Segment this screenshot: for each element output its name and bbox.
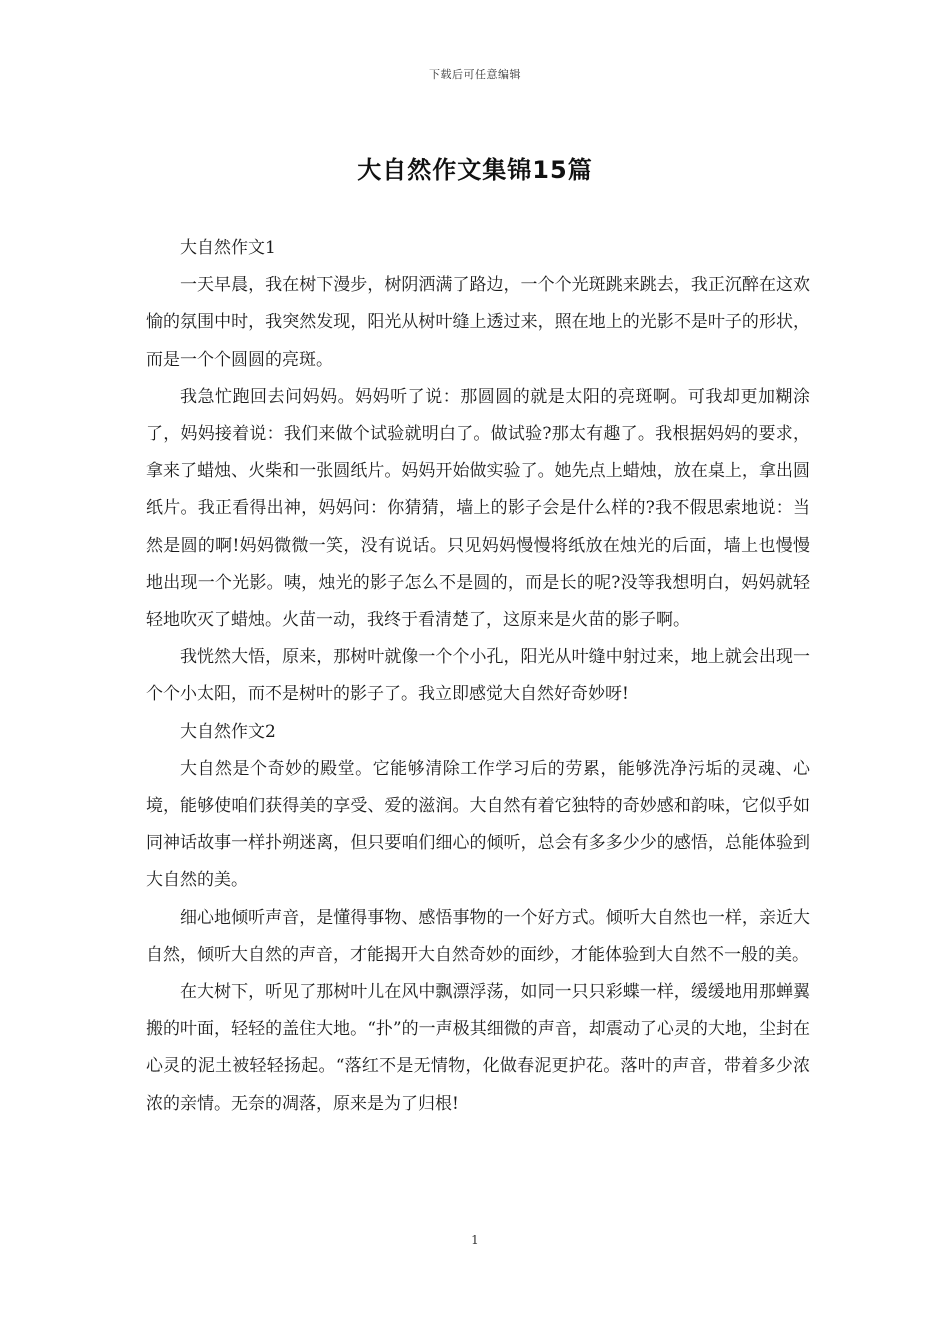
paragraph: 一天早晨，我在树下漫步，树阴洒满了路边，一个个光斑跳来跳去，我正沉醉在这欢愉的氛围中时，我突然发现，阳光从树叶缝上透过来，照在地上的光影不是叶子的形状，而是一个个圆圆的亮斑。: [146, 275, 810, 370]
document-title: 大自然作文集锦15篇: [357, 156, 593, 184]
paragraph: 细心地倾听声音，是懂得事物、感悟事物的一个好方式。倾听大自然也一样，亲近大自然，倾听大自然的声音，才能揭开大自然奇妙的面纱，才能体验到大自然不一般的美。: [146, 907, 810, 965]
paragraph: 我急忙跑回去问妈妈。妈妈听了说：那圆圆的就是太阳的亮斑啊。可我却更加糊涂了，妈妈接着说：我们来做个试验就明白了。做试验?那太有趣了。我根据妈妈的要求，拿来了蜡烛、火柴和一张圆纸片。妈妈开始做实验了。她先点上蜡烛，放在桌上，拿出圆纸片。我正看得出神，妈妈问：你猜猜，墙上的影子会是什么样的?我不假思索地说：当然是圆的啊!妈妈微微一笑，没有说话。只见妈妈慢慢将纸放在烛光的后面，墙上也慢慢地出现一个光影。咦，烛光的影子怎么不是圆的，而是长的呢?没等我想明白，妈妈就轻轻地吹灭了蜡烛。火苗一动，我终于看清楚了，这原来是火苗的影子啊。: [146, 386, 810, 631]
paragraph: 在大树下，听见了那树叶儿在风中飘漂浮荡，如同一只只彩蝶一样，缓缓地用那蝉翼搬的叶面，轻轻的盖住大地。“扑”的一声极其细微的声音，却震动了心灵的大地，尘封在心灵的泥土被轻轻扬起。“落红不是无情物，化做春泥更护花。落叶的声音，带着多少浓浓的亲情。无奈的凋落，原来是为了归根!: [146, 982, 810, 1114]
paragraph: 我恍然大悟，原来，那树叶就像一个个小孔，阳光从叶缝中射过来，地上就会出现一个个小太阳，而不是树叶的影子了。我立即感觉大自然好奇妙呀!: [146, 647, 810, 705]
document-body: [146, 230, 810, 1123]
section-heading-2: 大自然作文2: [180, 721, 276, 742]
paragraph: 大自然是个奇妙的殿堂。它能够清除工作学习后的劳累，能够洗净污垢的灵魂、心境，能够使咱们获得美的享受、爱的滋润。大自然有着它独特的奇妙感和韵味，它似乎如同神话故事一样扑朔迷离，但只要咱们细心的倾听，总会有多多少少的感悟，总能体验到大自然的美。: [146, 758, 810, 891]
page-header: 下载后可任意编辑: [429, 68, 521, 81]
section-heading-1: 大自然作文1: [180, 238, 276, 258]
page-number: 1: [471, 1233, 479, 1247]
